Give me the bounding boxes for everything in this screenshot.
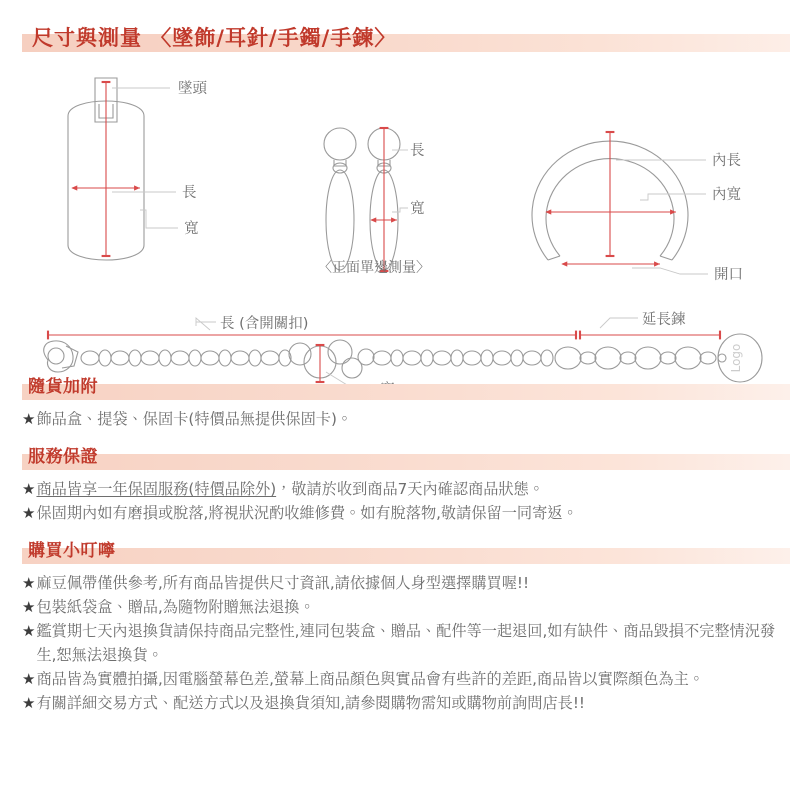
bullet-list — [0, 472, 800, 530]
chain-length-label: 長 (含開關扣) — [220, 316, 309, 332]
section-included — [0, 370, 800, 436]
bullet-text — [36, 478, 788, 501]
bullet-item — [22, 692, 788, 715]
bullet-text: 包裝紙袋盒、贈品,為隨物附贈無法退換。 — [36, 598, 315, 617]
bullet-list — [0, 402, 800, 436]
bullet-text: 有關詳細交易方式、配送方式以及退換貨須知,請參閱購物需知或購物前詢問店長!! — [36, 693, 586, 712]
pendant-bail-label: 墜頭 — [178, 81, 207, 97]
diagram-svg — [0, 60, 800, 373]
section-highlight-band — [22, 454, 790, 470]
bangle-inner-length-label: 內長 — [712, 153, 741, 169]
bullet-item — [22, 478, 788, 501]
section-heading: 隨貨加附 — [28, 377, 98, 397]
bangle-opening-label: 開口 — [714, 267, 743, 283]
earring-width-label: 寬 — [410, 201, 425, 217]
measurement-diagrams — [0, 60, 800, 373]
star-bullet-icon: ★ — [22, 622, 36, 641]
section-heading: 服務保證 — [28, 447, 98, 468]
bangle-inner-width-label: 內寬 — [712, 187, 741, 203]
star-bullet-icon: ★ — [22, 480, 36, 499]
section-warranty — [0, 440, 800, 530]
bullet-list — [0, 566, 800, 720]
bullet-item — [22, 572, 788, 595]
bullet-text: 鑑賞期七天內退換貨請保持商品完整性,連同包裝盒、贈品、配件等一起退回,如有缺件、商品毀損不完整情況發生,恕無法退換貨。 — [36, 622, 776, 664]
bullet-text: 商品皆為實體拍攝,因電腦螢幕色差,螢幕上商品顏色與實品會有些許的差距,商品皆以實際顏色為主。 — [36, 669, 704, 688]
star-bullet-icon: ★ — [22, 669, 36, 688]
earring-length-label: 長 — [410, 143, 425, 159]
bullet-text: 保固期內如有磨損或脫落,將視狀況酌收維修費。如有脫落物,敬請保留一同寄返。 — [36, 504, 578, 523]
chain-logo-tag-text: Logo — [729, 343, 743, 373]
earring-caption: 〈正面單邊測量〉 — [318, 260, 430, 276]
section-tips — [0, 534, 800, 720]
section-highlight-band — [22, 548, 790, 564]
star-bullet-icon: ★ — [22, 693, 36, 712]
star-bullet-icon: ★ — [22, 410, 36, 428]
page-title-banner — [0, 14, 800, 60]
star-bullet-icon: ★ — [22, 574, 36, 593]
bullet-text: 麻豆佩帶僅供參考,所有商品皆提供尺寸資訊,請依據個人身型選擇購買喔!! — [36, 574, 530, 593]
bullet-item — [22, 668, 788, 691]
section-header-tips — [0, 534, 800, 566]
bullet-item — [22, 596, 788, 619]
pendant-length-label: 長 — [182, 185, 197, 201]
star-bullet-icon: ★ — [22, 598, 36, 617]
underlined-phrase: 商品皆享一年保固服務(特價品除外) — [36, 480, 277, 499]
bullet-text-rest: ，敬請於收到商品7天內確認商品狀態。 — [276, 480, 544, 499]
page-title: 尺寸與測量 〈墜飾/耳針/手鐲/手鍊〉 — [32, 26, 397, 50]
section-highlight-band — [22, 384, 790, 400]
bullet-item — [22, 502, 788, 525]
section-heading: 購買小叮嚀 — [28, 541, 116, 562]
star-bullet-icon: ★ — [22, 504, 36, 523]
chain-extension-label: 延長鍊 — [642, 312, 686, 328]
info-sections — [0, 370, 800, 720]
section-header-warranty — [0, 440, 800, 472]
bullet-item — [22, 620, 788, 666]
pendant-width-label: 寬 — [184, 221, 199, 237]
earring-diagram — [324, 128, 400, 270]
section-header-included — [0, 370, 800, 402]
bullet-text: 飾品盒、提袋、保固卡(特價品無提供保固卡)。 — [36, 410, 353, 428]
bullet-item — [22, 408, 788, 431]
